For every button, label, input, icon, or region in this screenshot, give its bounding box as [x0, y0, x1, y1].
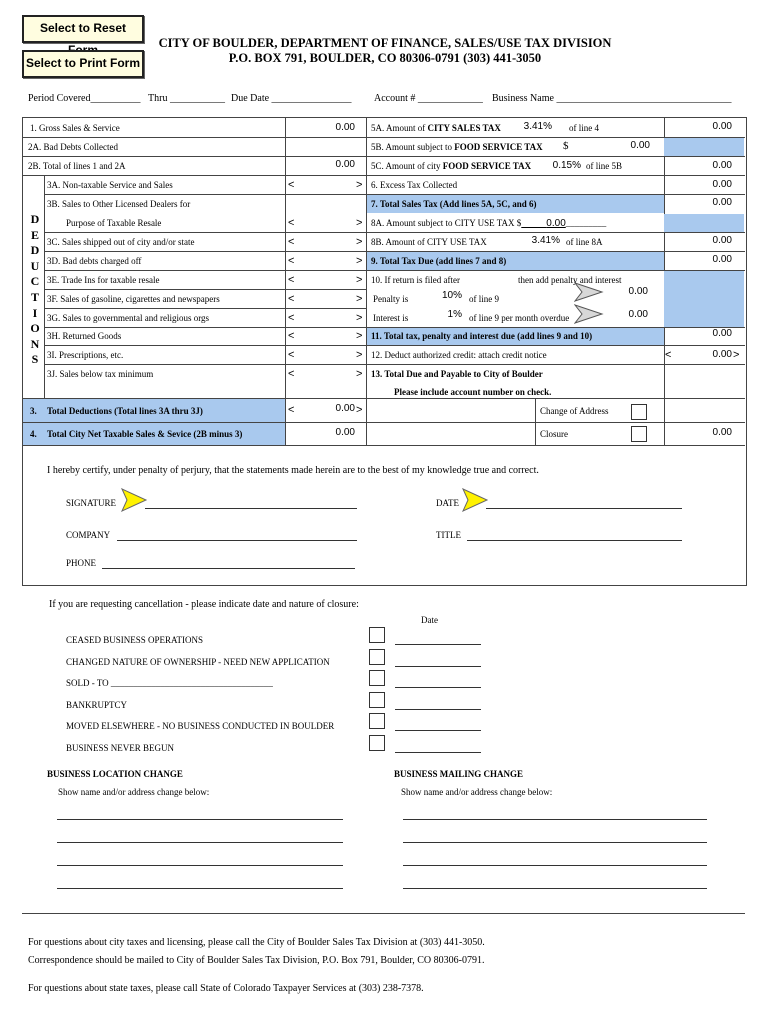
signature-arrow-icon — [120, 487, 148, 513]
line-1-label: 1. Gross Sales & Service — [30, 123, 120, 133]
line-3b-lt: < — [288, 217, 295, 229]
line-3b-gt: > — [356, 217, 363, 229]
line-10-label-2: then add penalty and interest — [518, 275, 622, 285]
cancellation-item-checkbox[interactable] — [369, 713, 385, 729]
cancellation-item-label: BUSINESS NEVER BEGUN — [66, 742, 175, 753]
cancellation-item-checkbox[interactable] — [369, 670, 385, 686]
line-8b-label: 8B. Amount of CITY USE TAX — [371, 237, 487, 247]
account-number[interactable]: Account # _____________ — [374, 93, 483, 104]
penalty-rate[interactable]: 10% — [441, 290, 462, 301]
line-7-label: 7. Total Sales Tax (Add lines 5A, 5C, and 6) — [371, 199, 537, 209]
header-address: P.O. BOX 791, BOULDER, CO 80306-0791 (303) 441-3050 — [228, 51, 542, 65]
cancellation-item-checkbox[interactable] — [369, 649, 385, 665]
deductions-letter: C — [30, 274, 40, 289]
company-line[interactable] — [117, 540, 357, 541]
line-8b-value[interactable]: 0.00 — [712, 235, 732, 246]
interest-label: Interest is — [373, 313, 409, 323]
location-change-sub: Show name and/or address change below: — [58, 787, 210, 797]
line-3d-label: 3D. Bad debts charged off — [47, 256, 142, 266]
line-8a-label: 8A. Amount subject to CITY USE TAX $ 0.00_________ — [371, 218, 607, 229]
cancellation-item-label: MOVED ELSEWHERE - NO BUSINESS CONDUCTED IN BOULDER — [66, 721, 335, 731]
reset-form-button[interactable]: Select to Reset — [22, 15, 144, 43]
line-3g-label: 3G. Sales to governmental and religious orgs — [47, 313, 210, 323]
line-3j-gt: > — [356, 368, 363, 380]
deductions-letter: S — [31, 352, 39, 367]
line-8b-rate[interactable]: 3.41% — [531, 235, 560, 246]
line-3f-gt: > — [356, 293, 363, 305]
line-3a-label: 3A. Non-taxable Service and Sales — [47, 180, 173, 190]
line-3e-gt: > — [356, 274, 363, 286]
line-12-label: 12. Deduct authorized credit: attach credit notice — [371, 350, 547, 360]
signature-label: SIGNATURE — [66, 498, 117, 508]
line-3h-lt: < — [288, 330, 295, 342]
date-arrow-icon — [461, 487, 489, 513]
line-13-label: 13. Total Due and Payable to City of Boulder — [371, 369, 543, 379]
line-12-lt: < — [665, 349, 672, 361]
line-5c-label: 5C. Amount of city FOOD SERVICE TAX — [371, 161, 532, 171]
phone-line[interactable] — [102, 568, 355, 569]
line-11-label: 11. Total tax, penalty and interest due (add lines 9 and 10) — [371, 331, 593, 341]
cancellation-item-label: SOLD - TO ____________________________________ — [66, 678, 273, 688]
line-4-value[interactable]: 0.00 — [335, 427, 355, 438]
mailing-line-4[interactable] — [403, 888, 707, 889]
line-11-value[interactable]: 0.00 — [712, 328, 732, 339]
print-form-button[interactable]: Select to Print Form — [22, 50, 144, 78]
line-3e-label: 3E. Trade Ins for taxable resale — [47, 275, 160, 285]
line-3c-gt: > — [356, 236, 363, 248]
cancellation-item-date-line[interactable] — [395, 730, 481, 731]
line-5b-label: 5B. Amount subject to FOOD SERVICE TAX — [371, 142, 543, 152]
line-8b-of: of line 8A — [566, 237, 603, 247]
line-6-value[interactable]: 0.00 — [712, 179, 732, 190]
cancellation-item-checkbox[interactable] — [369, 692, 385, 708]
penalty-arrow-icon — [574, 281, 604, 303]
cancellation-item-date-line[interactable] — [395, 666, 481, 667]
interest-arrow-icon — [574, 303, 604, 325]
line-3i-gt: > — [356, 349, 363, 361]
interest-value[interactable]: 0.00 — [628, 309, 648, 320]
mailing-change-sub: Show name and/or address change below: — [401, 787, 553, 797]
line-5b-value[interactable]: 0.00 — [630, 140, 650, 151]
phone-label: PHONE — [66, 558, 97, 568]
location-line-4[interactable] — [57, 888, 343, 889]
line-4-number: 4. — [30, 429, 37, 439]
title-label: TITLE — [436, 530, 461, 540]
line-5b-dollar: $ — [563, 140, 569, 152]
mailing-line-1[interactable] — [403, 819, 707, 820]
line-5c-rate[interactable]: 0.15% — [552, 160, 581, 171]
closure-checkbox[interactable] — [631, 426, 647, 442]
line-2b-value[interactable]: 0.00 — [335, 159, 355, 170]
line-3-gt: > — [356, 404, 363, 416]
cancellation-item-date-line[interactable] — [395, 752, 481, 753]
mailing-change-title: BUSINESS MAILING CHANGE — [394, 769, 524, 779]
line-3i-lt: < — [288, 349, 295, 361]
business-name[interactable]: Business Name ___________________________________ — [492, 93, 732, 104]
deductions-letter: T — [30, 290, 39, 304]
deductions-letter: N — [30, 336, 40, 351]
interest-rate[interactable]: 1% — [447, 309, 462, 320]
cancellation-item-date-line[interactable] — [395, 687, 481, 688]
field-10-highlight — [664, 271, 744, 327]
line-3e-lt: < — [288, 274, 295, 286]
deductions-letter: E — [30, 227, 39, 242]
period-covered[interactable]: Period Covered__________ — [28, 93, 141, 104]
line-3j-label: 3J. Sales below tax minimum — [47, 369, 154, 379]
cancellation-item-checkbox[interactable] — [369, 735, 385, 751]
line-3b-label-2: Purpose of Taxable Resale — [66, 218, 162, 228]
line-13-note: Please include account number on check. — [394, 387, 552, 397]
line-3-label: Total Deductions (Total lines 3A thru 3J) — [47, 406, 203, 416]
line-5a-value[interactable]: 0.00 — [712, 121, 732, 132]
line-10-value[interactable]: 0.00 — [628, 286, 648, 297]
change-of-address-label: Change of Address — [540, 406, 609, 416]
deductions-letter: U — [30, 258, 40, 273]
certify-statement: I hereby certify, under penalty of perjury, that the statements made herein are to the best of my knowledge true and correct. — [47, 465, 539, 476]
line-12-gt: > — [733, 349, 740, 361]
penalty-label: Penalty is — [373, 294, 409, 304]
closure-value[interactable]: 0.00 — [712, 427, 732, 438]
location-line-2[interactable] — [57, 842, 343, 843]
line-3j-lt: < — [288, 368, 295, 380]
line-2b-label: 2B. Total of lines 1 and 2A — [28, 161, 126, 171]
line-3a-gt: > — [356, 179, 363, 191]
cancellation-item-date-line[interactable] — [395, 709, 481, 710]
line-9-label: 9. Total Tax Due (add lines 7 and 8) — [371, 256, 507, 266]
line-5a-label: 5A. Amount of CITY SALES TAX — [371, 123, 501, 133]
line-3-lt: < — [288, 404, 295, 416]
line-10-label: 10. If return is filed after — [371, 275, 460, 285]
field-8a-highlight — [664, 214, 744, 232]
cancellation-item-label: CEASED BUSINESS OPERATIONS — [66, 635, 204, 645]
mailing-line-2[interactable] — [403, 842, 707, 843]
line-1-value[interactable]: 0.00 — [335, 122, 355, 133]
interest-of: of line 9 per month overdue — [469, 313, 570, 323]
date-line[interactable] — [486, 508, 682, 509]
line-3-value[interactable]: 0.00 — [335, 403, 355, 414]
company-label: COMPANY — [66, 530, 111, 540]
title-line[interactable] — [467, 540, 682, 541]
cancellation-item-label: CHANGED NATURE OF OWNERSHIP - NEED NEW APPLICATION — [66, 656, 330, 667]
cancellation-intro: If you are requesting cancellation - please indicate date and nature of closure: — [49, 599, 359, 610]
date-label: DATE — [436, 498, 459, 508]
cancellation-date-header: Date — [421, 615, 438, 625]
due-date[interactable]: Due Date ________________ — [231, 93, 352, 104]
deductions-letter: O — [30, 321, 40, 336]
line-5a-rate[interactable]: 3.41% — [523, 121, 552, 132]
mailing-line-3[interactable] — [403, 865, 707, 866]
line-12-value[interactable]: 0.00 — [712, 349, 732, 360]
line-7-value[interactable]: 0.00 — [712, 197, 732, 208]
deductions-letter: D — [30, 243, 40, 258]
line-8a-value[interactable]: 0.00 — [546, 218, 566, 229]
line-3a-lt: < — [288, 179, 295, 191]
field-5b-highlight — [664, 138, 744, 156]
penalty-of: of line 9 — [469, 294, 499, 304]
footer-line-2: Correspondence should be mailed to City of Boulder Sales Tax Division, P.O. Box 791, Boulder, CO 80306-0791. — [28, 955, 485, 966]
line-2a-label: 2A. Bad Debts Collected — [28, 142, 118, 152]
line-9-value[interactable]: 0.00 — [712, 254, 732, 265]
line-3g-lt: < — [288, 312, 295, 324]
signature-line[interactable] — [145, 508, 357, 509]
cancellation-item-date-line[interactable] — [395, 644, 481, 645]
line-6-label: 6. Excess Tax Collected — [371, 180, 458, 190]
line-4-label: Total City Net Taxable Sales & Sevice (2B minus 3) — [47, 429, 243, 439]
line-3-number: 3. — [30, 406, 37, 416]
line-3f-label: 3F. Sales of gasoline, cigarettes and newspapers — [47, 294, 220, 304]
footer-line-1: For questions about city taxes and licensing, please call the City of Boulder Sales Tax Division at (303) 441-3050. — [28, 937, 485, 948]
line-5c-of: of line 5B — [586, 161, 622, 171]
line-3f-lt: < — [288, 293, 295, 305]
line-3c-lt: < — [288, 236, 295, 248]
deductions-letter: I — [32, 305, 38, 320]
line-3g-gt: > — [356, 312, 363, 324]
line-3b-label: 3B. Sales to Other Licensed Dealers for — [47, 199, 191, 209]
line-3c-label: 3C. Sales shipped out of city and/or state — [47, 237, 195, 247]
period-thru[interactable]: Thru ___________ — [148, 93, 225, 104]
line-5c-value[interactable]: 0.00 — [712, 160, 732, 171]
location-change-title: BUSINESS LOCATION CHANGE — [47, 769, 183, 779]
change-of-address-checkbox[interactable] — [631, 404, 647, 420]
cancellation-item-label: BANKRUPTCY — [66, 699, 128, 710]
line-5a-of: of line 4 — [569, 123, 599, 133]
footer-line-3: For questions about state taxes, please call State of Colorado Taxpayer Services at (303) 238-7378. — [28, 983, 424, 994]
cancellation-item-checkbox[interactable] — [369, 627, 385, 643]
location-line-1[interactable] — [57, 819, 343, 820]
line-3h-label: 3H. Returned Goods — [47, 331, 122, 341]
line-3d-gt: > — [356, 255, 363, 267]
line-3h-gt: > — [356, 330, 363, 342]
deductions-letter: D — [30, 212, 40, 226]
location-line-3[interactable] — [57, 865, 343, 866]
closure-label: Closure — [540, 429, 568, 439]
line-3i-label: 3I. Prescriptions, etc. — [47, 350, 124, 360]
header-title: CITY OF BOULDER, DEPARTMENT OF FINANCE, SALES/USE TAX DIVISION — [158, 36, 612, 50]
line-3d-lt: < — [288, 255, 295, 267]
